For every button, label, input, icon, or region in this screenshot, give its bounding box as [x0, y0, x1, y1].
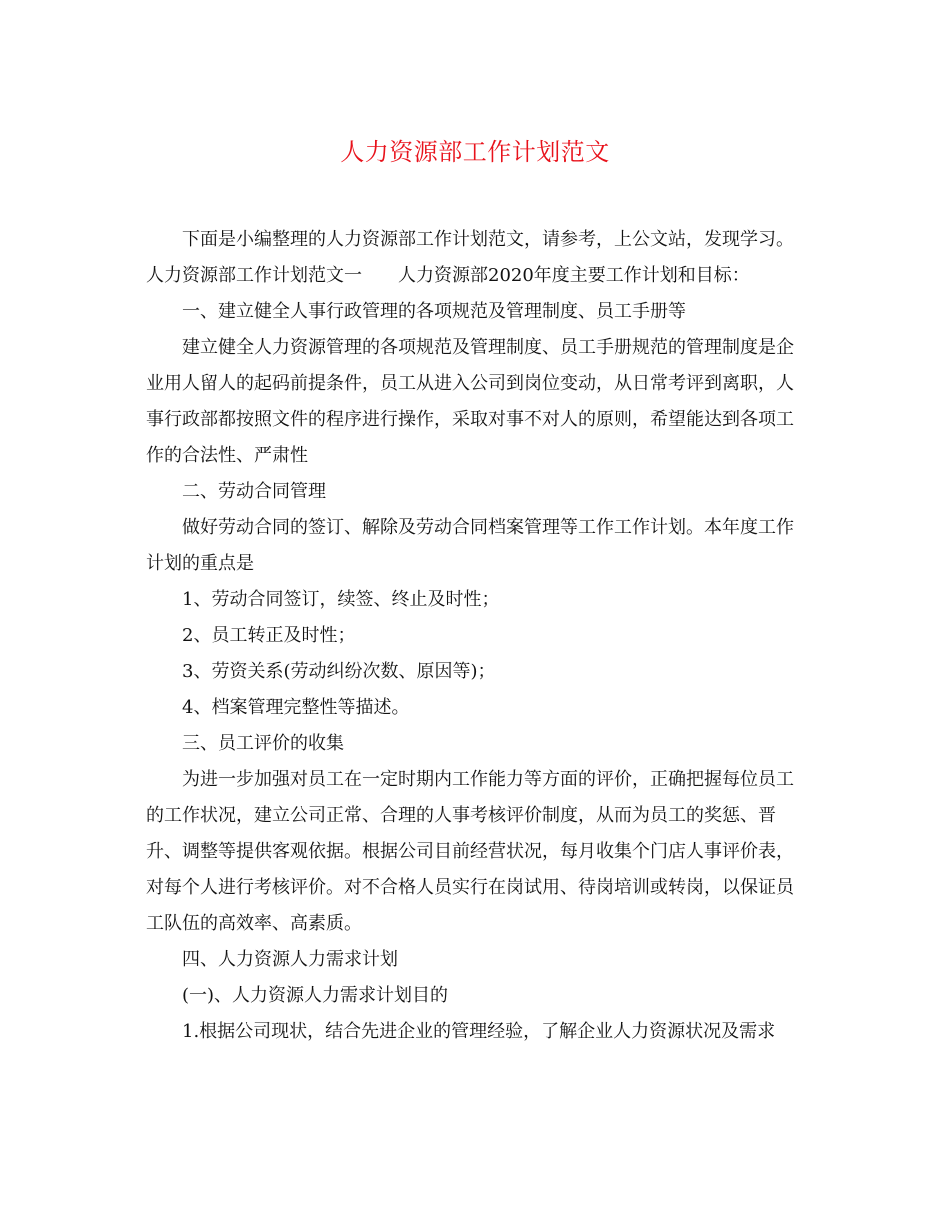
list-item-3: 3、劳资关系(劳动纠纷次数、原因等)；: [182, 661, 496, 682]
section-heading-1: 一、建立健全人事行政管理的各项规范及管理制度、员工手册等: [182, 301, 686, 322]
list-item-2: 2、员工转正及时性；: [182, 625, 356, 646]
paragraph-section-2: 做好劳动合同的签订、解除及劳动合同档案管理等工作工作计划。本年度工作计划的重点是: [146, 517, 794, 574]
plan-heading-label: 人力资源部工作计划范文一: [146, 265, 362, 286]
paragraph-plan-heading: [146, 258, 806, 294]
list-item-4: 4、档案管理完整性等描述。: [182, 697, 410, 718]
list-item-1: 1、劳动合同签订，续签、终止及时性；: [182, 589, 500, 610]
section-heading-2: 二、劳动合同管理: [182, 481, 326, 502]
paragraph-section-4-1: 1.根据公司现状，结合先进企业的管理经验，了解企业人力资源状况及需求: [182, 1021, 776, 1042]
document-title: 人力资源部工作计划范文: [340, 138, 610, 166]
section-heading-4: 四、人力资源人力需求计划: [182, 949, 398, 970]
subsection-heading-4-1: (一)、人力资源人力需求计划目的: [182, 985, 449, 1006]
plan-heading-subtitle: 人力资源部2020年度主要工作计划和目标：: [398, 265, 750, 286]
paragraph-section-3: 为进一步加强对员工在一定时期内工作能力等方面的评价，正确把握每位员工的工作状况，建立公司正常、合理的人事考核评价制度，从而为员工的奖惩、晋升、调整等提供客观依据。根据公司目前经营状况，每月收集个门店人事评价表，对每个人进行考核评价。对不合格人员实行在岗试用、待岗培训或转岗，以保证员工队伍的高效率、高素质。: [146, 769, 794, 934]
paragraph-section-1: 建立健全人力资源管理的各项规范及管理制度、员工手册规范的管理制度是企业用人留人的起码前提条件，员工从进入公司到岗位变动，从日常考评到离职，人事行政部都按照文件的程序进行操作，采取对事不对人的原则，希望能达到各项工作的合法性、严肃性: [146, 337, 794, 466]
paragraph-intro: 下面是小编整理的人力资源部工作计划范文，请参考，上公文站，发现学习。: [182, 229, 794, 250]
section-heading-3: 三、员工评价的收集: [182, 733, 344, 754]
document-body: [146, 222, 806, 1050]
